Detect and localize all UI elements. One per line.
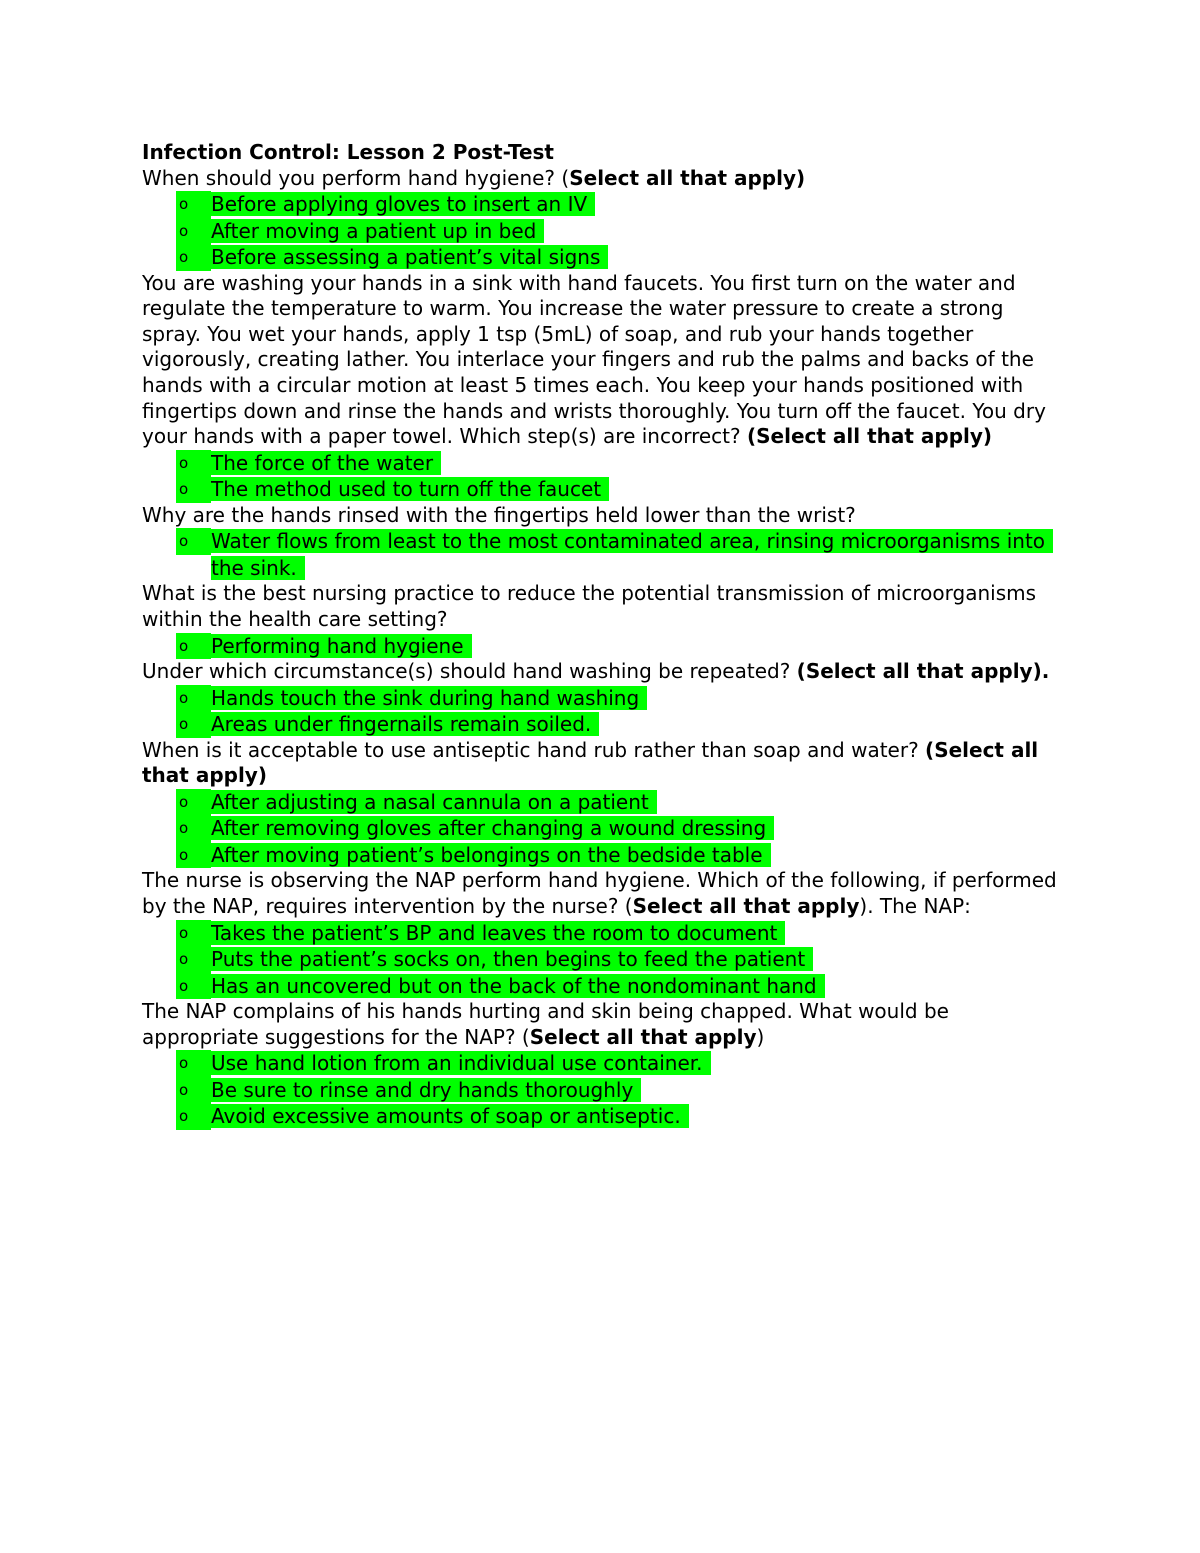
answer-item — [176, 528, 1062, 581]
question-stem-suffix: ). The NAP: — [859, 894, 971, 918]
bullet-icon: o — [176, 450, 211, 477]
highlighted-answer: Use hand lotion from an individual use container. — [211, 1051, 711, 1075]
highlighted-answer: Be sure to rinse and dry hands thoroughly — [211, 1078, 641, 1102]
select-all-instruction: Select all that apply — [632, 894, 860, 918]
highlighted-answer: Before applying gloves to insert an IV — [211, 192, 595, 216]
answer-item — [176, 476, 1062, 503]
question-text — [142, 166, 1062, 192]
bullet-icon: o — [176, 1103, 211, 1130]
question-stem: Under which circumstance(s) should hand washing be repeated? — [142, 659, 797, 684]
highlighted-answer: After moving a patient up in bed — [211, 219, 544, 243]
question-stem: You are washing your hands in a sink with hand faucets. You first turn on the water and regulate the temperature to warm. You increase the water pressure to create a strong spray. You wet your hands, apply 1 tsp (5mL) of soap, and rub your hands together vigorously, creating lather. You interlace your fingers and rub the palms and backs of the hands with a circular motion at least 5 times each. You keep your hands positioned with fingertips down and rinse the hands and wrists thoroughly. You turn off the faucet. You dry your hands with a paper towel. Which step(s) are incorrect? — [142, 270, 1046, 449]
answer-item — [176, 1077, 1062, 1104]
answer-item — [176, 1050, 1062, 1077]
answer-item — [176, 920, 1062, 947]
question-stem: When should you perform hand hygiene? ( — [142, 165, 570, 190]
answer-item — [176, 789, 1062, 816]
highlighted-answer: Performing hand hygiene — [211, 634, 472, 658]
highlighted-answer: Takes the patient’s BP and leaves the room to document — [211, 921, 785, 945]
highlighted-answer: Before assessing a patient’s vital signs — [211, 245, 608, 269]
highlighted-answer: Water flows from least to the most contaminated area, rinsing microorganisms into the sink. — [211, 529, 1053, 580]
highlighted-answer: Hands touch the sink during hand washing — [211, 686, 647, 710]
select-all-instruction: Select all that apply — [529, 1024, 757, 1049]
document-page — [142, 140, 1062, 1130]
bullet-icon: o — [176, 842, 211, 869]
bullet-icon: o — [176, 191, 211, 218]
answer-item — [176, 711, 1062, 738]
question-stem: The NAP complains of his hands hurting and skin being chapped. What would be appropriate suggestions for the NAP? ( — [142, 999, 949, 1049]
highlighted-answer: After adjusting a nasal cannula on a patient — [211, 790, 657, 814]
highlighted-answer: After moving patient’s belongings on the bedside table — [211, 843, 771, 867]
bullet-icon: o — [176, 946, 211, 973]
bullet-icon: o — [176, 476, 211, 503]
question-stem: What is the best nursing practice to reduce the potential transmission of microorganisms within the health care setting? — [142, 581, 1037, 632]
bullet-icon: o — [176, 244, 211, 271]
select-all-instruction: (Select all that apply). — [796, 659, 1050, 684]
question-stem: Why are the hands rinsed with the fingertips held lower than the wrist? — [142, 502, 856, 527]
answer-list — [142, 191, 1062, 271]
question-text — [142, 868, 1062, 919]
answer-item — [176, 450, 1062, 477]
highlighted-answer: Has an uncovered but on the back of the nondominant hand — [211, 974, 825, 998]
select-all-instruction: (Select all that apply) — [142, 737, 1039, 788]
bullet-icon: o — [176, 218, 211, 245]
answer-item — [176, 842, 1062, 869]
answer-list — [142, 789, 1062, 869]
highlighted-answer: Puts the patient’s socks on, then begins to feed the patient — [211, 947, 813, 971]
question-stem-suffix: ) — [756, 1024, 765, 1049]
answer-list — [142, 633, 1062, 660]
answer-list — [142, 685, 1062, 738]
answer-item — [176, 1103, 1062, 1130]
answer-item — [176, 815, 1062, 842]
highlighted-answer: The force of the water — [211, 451, 441, 475]
highlighted-answer: Areas under fingernails remain soiled. — [211, 712, 599, 736]
answer-list — [142, 528, 1062, 581]
select-all-instruction: Select all that apply) — [569, 165, 806, 190]
answer-item — [176, 946, 1062, 973]
bullet-icon: o — [176, 920, 211, 947]
highlighted-answer: After removing gloves after changing a wound dressing — [211, 816, 774, 840]
bullet-icon: o — [176, 973, 211, 1000]
document-title: Infection Control: Lesson 2 Post-Test — [142, 140, 554, 164]
bullet-icon: o — [176, 1050, 211, 1077]
question-list — [142, 166, 1062, 1130]
question-text — [142, 999, 1062, 1050]
answer-list — [142, 1050, 1062, 1130]
answer-item — [176, 633, 1062, 660]
answer-item — [176, 685, 1062, 712]
bullet-icon: o — [176, 633, 211, 660]
answer-list — [142, 450, 1062, 503]
bullet-icon: o — [176, 789, 211, 816]
bullet-icon: o — [176, 815, 211, 842]
answer-item — [176, 973, 1062, 1000]
answer-item — [176, 191, 1062, 218]
question-stem: The nurse is observing the NAP perform hand hygiene. Which of the following, if performed by the NAP, requires intervention by the nurse? ( — [142, 868, 1057, 918]
answer-item — [176, 218, 1062, 245]
question-text — [142, 738, 1062, 789]
bullet-icon: o — [176, 711, 211, 738]
answer-item — [176, 244, 1062, 271]
question-stem: When is it acceptable to use antiseptic hand rub rather than soap and water? — [142, 737, 926, 762]
answer-list — [142, 920, 1062, 1000]
highlighted-answer: Avoid excessive amounts of soap or antiseptic. — [211, 1104, 689, 1128]
question-text — [142, 581, 1062, 632]
highlighted-answer: The method used to turn off the faucet — [211, 477, 609, 501]
question-text — [142, 503, 1062, 529]
question-text — [142, 271, 1062, 450]
question-text — [142, 659, 1062, 685]
bullet-icon: o — [176, 1077, 211, 1104]
bullet-icon: o — [176, 528, 211, 555]
select-all-instruction: (Select all that apply) — [746, 424, 993, 449]
bullet-icon: o — [176, 685, 211, 712]
